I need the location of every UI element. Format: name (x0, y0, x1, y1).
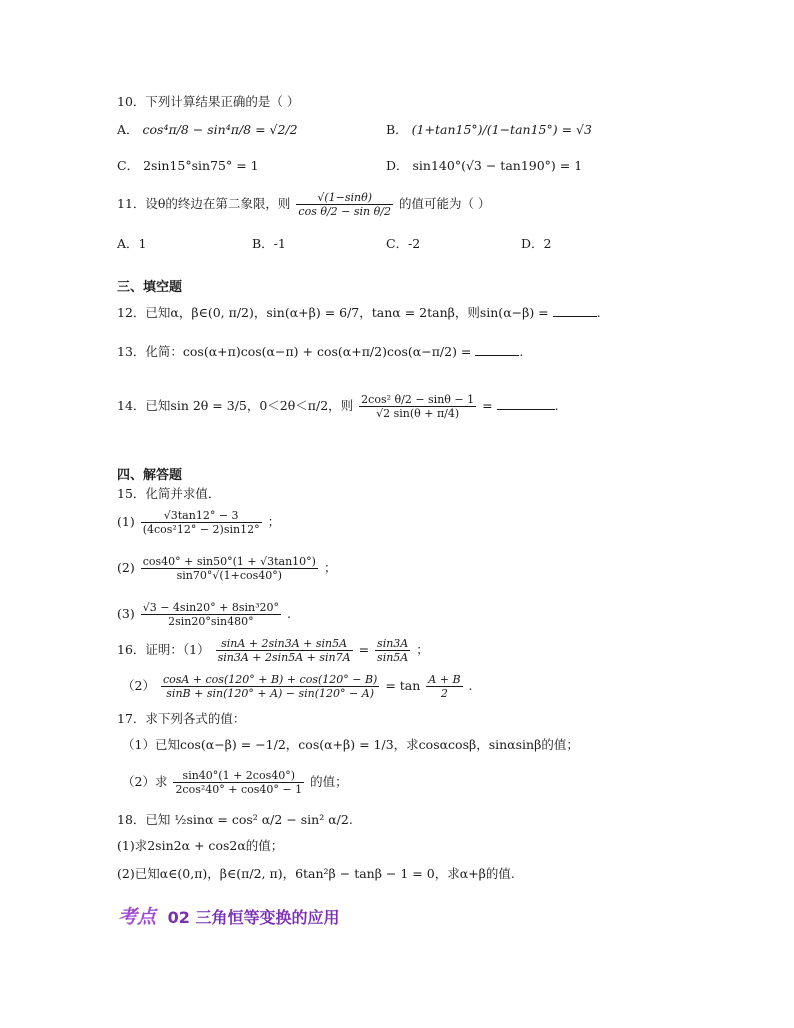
q14-blank (497, 399, 555, 410)
q17-p2-denominator: 2cos²40° + cos40° − 1 (175, 783, 303, 796)
q13-end: . (519, 344, 524, 359)
q16-p1-rhs-numerator: sin3A (377, 637, 409, 650)
q10-d-expr: sin140°(√3 − tan190°) = 1 (412, 158, 583, 173)
q10-option-c (117, 158, 259, 174)
q13 (117, 344, 523, 360)
q16-p2-end: . (468, 678, 473, 693)
q15-p2-label: (2) (117, 560, 135, 575)
q10-a-label: A． (117, 122, 139, 137)
q16-p1-denominator: sin3A + 2sin5A + sin7A (217, 651, 351, 664)
q12 (117, 305, 601, 321)
q10-option-d (386, 158, 582, 174)
q15-p3-label: (3) (117, 606, 135, 621)
q14-denominator: √2 sin(θ + π/4) (376, 407, 460, 420)
q16-p2-rhs-numerator: A + B (428, 673, 461, 686)
q16-p2-label: （2） (122, 678, 155, 693)
q16-p1-end: ； (416, 642, 429, 657)
q12-end: . (596, 305, 601, 320)
q16-part2 (122, 668, 473, 704)
q17-stem: 17．求下列各式的值： (117, 711, 246, 726)
q15-part2 (117, 550, 336, 586)
q15-p2-denominator: sin70°√(1+cos40°) (176, 569, 283, 582)
q10-b-expr: (1+tan15°)/(1−tan15°) = √3 (411, 122, 592, 137)
q16-p1-equals: = (358, 642, 370, 657)
q14-fraction (359, 393, 476, 420)
section-heading-solve: 四、解答题 (117, 468, 183, 483)
topic-heading (118, 902, 339, 929)
q16-p1-rhs-denominator: sin5A (377, 651, 409, 664)
q11-option-c: C．-2 (386, 236, 421, 251)
q10-d-label: D． (386, 158, 409, 173)
q11-stem-post: 的值可能为（ ） (398, 196, 491, 211)
section-heading-fill-blank: 三、填空题 (117, 280, 183, 295)
q13-text: 13．化简：cos(α+π)cos(α−π) + cos(α+π/2)cos(α−π/2) = (117, 344, 472, 359)
q16-p2-equals: = tan (385, 678, 421, 693)
topic-number: 02 (167, 908, 190, 927)
q17-part2 (122, 764, 348, 800)
q14-equals: = (482, 398, 493, 413)
q14 (117, 384, 559, 428)
q10-option-a (117, 122, 298, 138)
q15-part1 (117, 504, 280, 540)
q13-blank (475, 345, 519, 356)
q15-p3-numerator: √3 − 4sin20° + 8sin³20° (142, 601, 280, 614)
q15-p2-fraction (141, 555, 318, 582)
q15-p1-denominator: (4cos²12° − 2)sin12° (142, 523, 260, 536)
q17-p2-fraction (173, 769, 304, 796)
q11-option-b: B．-1 (252, 236, 286, 251)
q10-stem: 10．下列计算结果正确的是（ ） (117, 94, 300, 109)
q16-p2-rhs-denominator: 2 (440, 687, 448, 700)
q15-part3 (117, 596, 291, 632)
q16-p1-fraction (216, 637, 353, 664)
q11-numerator: √(1−sinθ) (296, 191, 393, 205)
q17-part1: （1）已知cos(α−β) = −1/2，cos(α+β) = 1/3，求cosαcosβ，sinαsinβ的值； (122, 737, 579, 752)
q10-option-b (386, 122, 592, 138)
q15-p3-denominator: 2sin20°sin480° (168, 615, 254, 628)
topic-title: 三角恒等变换的应用 (195, 908, 340, 927)
q12-text: 12．已知α，β∈(0, π/2)，sin(α+β) = 6/7，tanα = 2tanβ，则sin(α−β) = (117, 305, 549, 320)
topic-tag: 考点 (118, 906, 157, 928)
q11-option-a: A．1 (117, 236, 147, 251)
q10-c-label: C． (117, 158, 140, 173)
q11-fraction (296, 191, 393, 218)
q10-b-label: B． (386, 122, 408, 137)
q15-p1-numerator: √3tan12° − 3 (141, 509, 262, 523)
q17-p2-pre: （2）求 (122, 774, 168, 789)
q12-blank (553, 306, 597, 317)
q16-p2-numerator: cosA + cos(120° + B) + cos(120° − B) (162, 673, 378, 686)
q15-p1-end: ； (267, 514, 281, 529)
q10-c-expr: 2sin15°sin75° = 1 (143, 158, 259, 173)
q18-part1: (1)求2sin2α + cos2α的值； (117, 838, 284, 853)
q14-end: . (554, 398, 559, 413)
q18-part2: (2)已知α∈(0,π)，β∈(π/2, π)，6tan²β − tanβ − 1 = 0，求α+β的值. (117, 866, 515, 881)
q15-p3-end: . (287, 606, 291, 621)
q14-text: 14．已知sin 2θ = 3/5，0＜2θ＜π/2，则 (117, 398, 354, 413)
q15-p1-label: (1) (117, 514, 135, 529)
q16-p1-rhs-fraction (375, 637, 410, 664)
q17-p2-post: 的值； (310, 774, 348, 789)
q18-stem: 18．已知 ½sinα = cos² α/2 − sin² α/2. (117, 812, 353, 827)
q15-p3-fraction (141, 601, 281, 628)
q11-stem (117, 184, 490, 224)
q10-a-expr: cos⁴π/8 − sin⁴π/8 = √2/2 (142, 122, 298, 137)
q16-p2-fraction (161, 673, 379, 700)
q16-part1 (117, 632, 429, 668)
q15-p2-numerator: cos40° + sin50°(1 + √3tan10°) (142, 555, 316, 568)
q11-option-d: D．2 (521, 236, 552, 251)
q15-stem: 15．化简并求值． (117, 486, 221, 501)
q11-denominator: cos θ/2 − sin θ/2 (298, 205, 391, 218)
q16-p2-denominator: sinB + sin(120° + A) − sin(120° − A) (166, 687, 374, 700)
q15-p1-fraction (141, 509, 262, 536)
q11-stem-pre: 11．设θ的终边在第二象限，则 (117, 196, 291, 211)
q16-p2-rhs-fraction (426, 673, 462, 700)
q17-p2-numerator: sin40°(1 + 2cos40°) (173, 769, 304, 783)
q16-p1-numerator: sinA + 2sin3A + sin5A (216, 637, 353, 651)
q16-stem: 16．证明：（1） (117, 642, 210, 657)
q15-p2-end: ； (323, 560, 337, 575)
q14-numerator: 2cos² θ/2 − sinθ − 1 (361, 393, 475, 406)
